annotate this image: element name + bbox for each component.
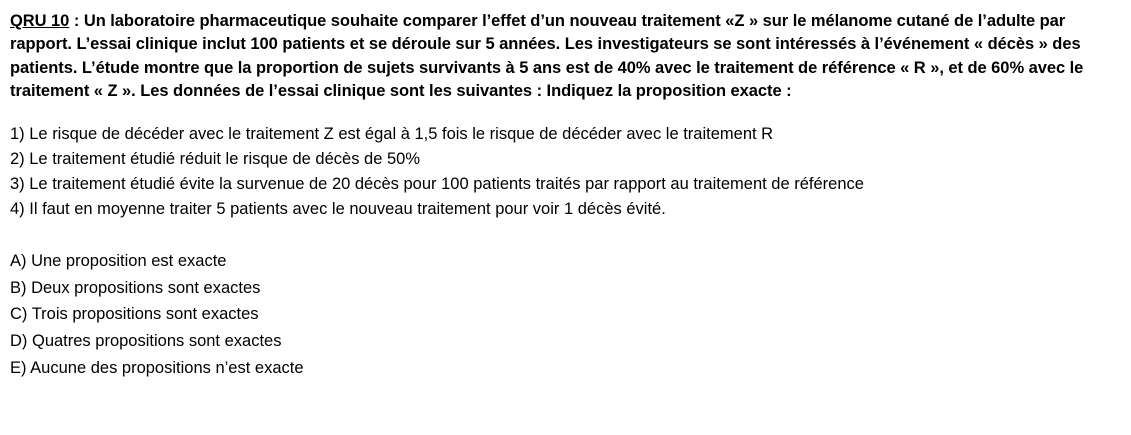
answer-options-list xyxy=(10,248,1117,382)
question-label-separator: : xyxy=(69,12,84,30)
question-stem xyxy=(10,10,1085,104)
answer-option-e[interactable]: E) Aucune des propositions n’est exacte xyxy=(10,358,304,377)
proposition-item: 2) Le traitement étudié réduit le risque de décès de 50% xyxy=(10,149,421,168)
propositions-list xyxy=(10,122,1117,222)
answer-option-d[interactable]: D) Quatres propositions sont exactes xyxy=(10,332,282,351)
proposition-item: 4) Il faut en moyenne traiter 5 patients avec le nouveau traitement pour voir 1 décès évité. xyxy=(10,199,666,218)
question-stem-text: Un laboratoire pharmaceutique souhaite comparer l’effet d’un nouveau traitement «Z » sur le mélanome cutané de l’adulte par rapport. L’essai clinique inclut 100 patients et se déroule sur 5 années. Les investigateurs se sont intéressés à l’événement « décès » des patients. L’étude montre que la proportion de sujets survivants à 5 ans est de 40% avec le traitement de référence « R », et de 60% avec le traitement « Z ». Les données de l’essai clinique sont les suivantes : Indiquez la proposition exacte : xyxy=(10,12,1084,101)
question-label: QRU 10 xyxy=(10,12,70,30)
answer-option-b[interactable]: B) Deux propositions sont exactes xyxy=(10,278,261,297)
proposition-item: 3) Le traitement étudié évite la survenue de 20 décès pour 100 patients traités par rapport au traitement de référence xyxy=(10,174,864,193)
answer-option-a[interactable]: A) Une proposition est exacte xyxy=(10,252,227,270)
proposition-item: 1) Le risque de décéder avec le traitement Z est égal à 1,5 fois le risque de décéder avec le traitement R xyxy=(10,124,774,143)
answer-option-c[interactable]: C) Trois propositions sont exactes xyxy=(10,305,259,324)
